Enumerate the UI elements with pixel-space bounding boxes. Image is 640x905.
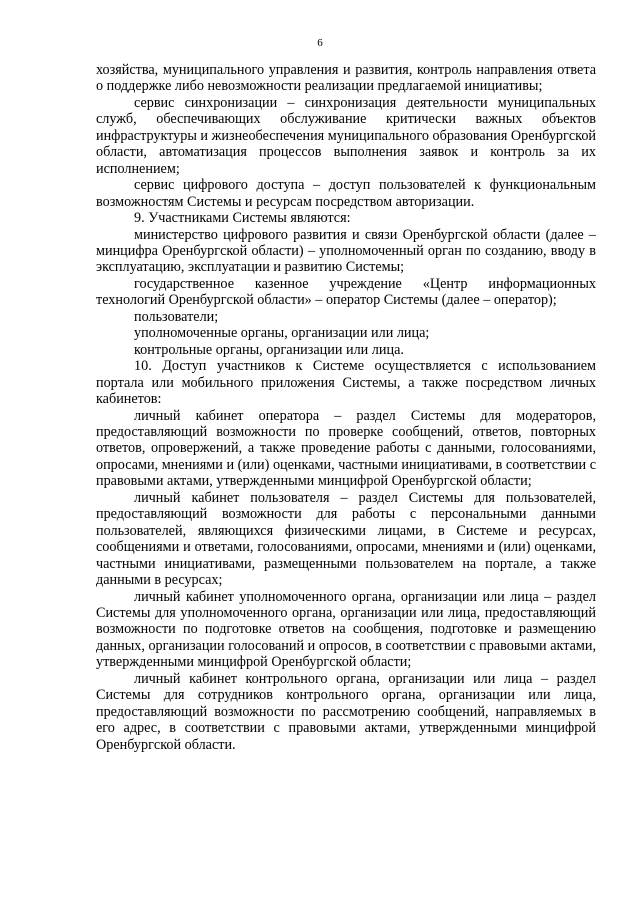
paragraph-section-10: 10. Доступ участников к Системе осуществляется с использованием портала или мобильного приложения Системы, а также посредством личных кабинетов: — [96, 358, 596, 408]
page-number: 6 — [317, 37, 323, 49]
paragraph-ministry: министерство цифрового развития и связи Оренбургской области (далее – минцифра Оренбургской области) – уполномоченный орган по созданию, вводу в эксплуатацию, эксплуатации и развитию Системы; — [96, 226, 596, 276]
paragraph-operator: государственное казенное учреждение «Центр информационных технологий Оренбургской области» – оператор Системы (далее – оператор); — [96, 275, 596, 309]
paragraph-control-bodies: контрольные органы, организации или лица. — [134, 341, 404, 358]
paragraph-users: пользователи; — [134, 308, 219, 325]
paragraph-user-cabinet: личный кабинет пользователя – раздел Системы для пользователей, предоставляющий возможности для работы с персональными данными пользователей, являющихся физическими лицами, в Системе и ресурсах, сообщениями и ответами, голосованиями, опросами, мнениями и (или) оценками, частными инициативами, размещенными пользователем на портале, а также данными в ресурсах; — [96, 489, 596, 589]
paragraph-continuation: хозяйства, муниципального управления и развития, контроль направления ответа о поддержке либо невозможности реализации предлагаемой инициативы; — [96, 62, 596, 95]
paragraph-operator-cabinet: личный кабинет оператора – раздел Системы для модераторов, предоставляющий возможности по проверке сообщений, ответов, повторных ответов, опровержений, а также проведение работы с данными, голосованиями, опросами, мнениями и (или) оценками, частными инициативами, в соответствии с правовыми актами, утвержденными минцифрой Оренбургской области; — [96, 407, 596, 490]
paragraph-sync-service: сервис синхронизации – синхронизация деятельности муниципальных служб, обеспечивающих обслуживание критически важных объектов инфраструктуры и жизнеобеспечения муниципального образования Оренбургской области, автоматизация процессов выполнения заявок и контроль за их исполнением; — [96, 94, 597, 177]
paragraph-authorized-cabinet: личный кабинет уполномоченного органа, организации или лица – раздел Системы для уполномоченного органа, организации или лица, предоставляющий возможности по подготовке ответов на сообщения, подготовке и размещению данных, организации голосований и опросов, в соответствии с правовыми актами, утвержденными минцифрой Оренбургской области; — [96, 588, 596, 671]
paragraph-control-cabinet: личный кабинет контрольного органа, организации или лица – раздел Системы для сотрудников контрольного органа, организации или лица, предоставляющий возможности по рассмотрению сообщений, направляемых в его адрес, в соответствии с правовыми актами, утвержденными минцифрой Оренбургской области. — [96, 670, 596, 753]
paragraph-digital-access-service: сервис цифрового доступа – доступ пользователей к функциональным возможностям Системы и ресурсам посредством авторизации. — [96, 177, 596, 210]
paragraph-section-9-heading: 9. Участниками Системы являются: — [134, 210, 351, 227]
document-body — [96, 62, 596, 753]
paragraph-authorized-bodies: уполномоченные органы, организации или лица; — [134, 325, 430, 342]
